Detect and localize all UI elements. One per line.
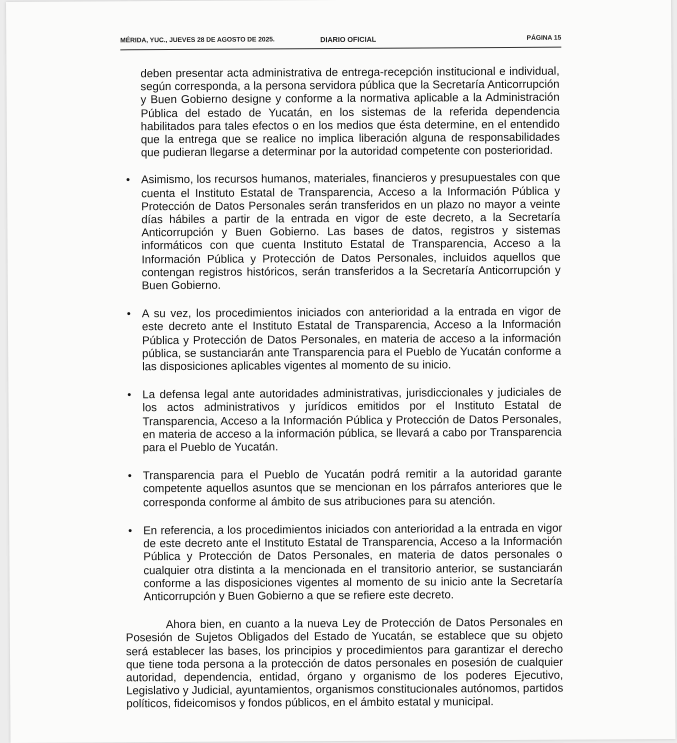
list-item-text: Asimismo, los recursos humanos, materiales, financieros y presupuestales con que cuenta el Instituto Estatal de Transparencia, Acceso a la Información Pública y Protección de Datos Personales serán transferidos en un plazo no mayor a veinte días hábiles a partir de la entrada en vigor de este decreto, a la Secretaría Anticorrupción y Buen Gobierno. Las bases de datos, registros y sistemas informáticos con que cuenta Instituto Estatal de Transparencia, Acceso a la Información Pública y Protección de Datos Personales, incluidos aquellos que contengan registros históricos, serán transferidos a la Secretaría Anticorrupción y Buen Gobierno. xyxy=(141,172,561,293)
list-item-text: A su vez, los procedimientos iniciados con anterioridad a la entrada en vigor de este decreto ante el Instituto Estatal de Transparencia, Acceso a la Información Pública y Protección de Datos Personales, en materia de acceso a la información pública, se sustanciarán ante Transparencia para el Pueblo de Yucatán conforme a las disposiciones aplicables vigentes al momento de su inicio. xyxy=(141,305,562,374)
bullet-icon: • xyxy=(128,525,133,538)
transitory-bullet-list xyxy=(123,172,563,604)
list-item xyxy=(125,523,562,605)
list-item xyxy=(125,468,562,510)
bullet-icon: • xyxy=(127,389,132,402)
closing-paragraph: Ahora bien, en cuanto a la nueva Ley de Protección de Datos Personales en Posesión de Sujetos Obligados del Estado de Yucatán, se establece que su objeto será establecer las bases, los principios y procedimientos para garantizar el derecho que tiene toda persona a la protección de datos personales en posesión de cualquier autoridad, dependencia, entidad, órgano y organismo de los poderes Ejecutivo, Legislativo y Judicial, ayuntamientos, organismos constitucionales autónomos, partidos políticos, fideicomisos y fondos públicos, en el ámbito estatal y municipal. xyxy=(125,616,564,711)
document-page xyxy=(6,0,676,743)
bullet-icon: • xyxy=(126,174,130,187)
list-item-text: Transparencia para el Pueblo de Yucatán podrá remitir a la autoridad garante competente aquellos asuntos que se mencionan en los párrafos anteriores que le corresponda conforme al ámbito de sus atribuciones para su atención. xyxy=(142,467,563,509)
list-item xyxy=(124,387,561,456)
header-publication-title: DIARIO OFICIAL xyxy=(320,34,377,45)
list-item xyxy=(124,306,561,375)
bullet-icon: • xyxy=(127,470,132,483)
intro-paragraph: deben presentar acta administrativa de entrega-recepción institucional e individual, según corresponda, a la persona servidora pública que la Secretaría Anticorrupción y Buen Gobierno designe y conforme a la normativa aplicable a la Administración Pública del estado de Yucatán, en los sistemas de la referida dependencia habilitados para tales efectos o en los medios que ésta determine, en el entendido que la entrega que se realice no implica liberación alguna de responsabilidades que pudieran llegarse a determinar por la autoridad competente con posterioridad. xyxy=(140,65,560,160)
list-item-text: La defensa legal ante autoridades administrativas, jurisdiccionales y judiciales de los actos administrativos y jurídicos emitidos por el Instituto Estatal de Transparencia, Acceso a la Información Pública y Protección de Datos Personales, en materia de acceso a la información pública, se llevará a cabo por Transparencia para el Pueblo de Yucatán. xyxy=(142,386,562,455)
document-body xyxy=(122,66,563,712)
list-item xyxy=(123,172,561,293)
header-page-number: PÁGINA 15 xyxy=(526,34,562,42)
bullet-icon: • xyxy=(126,308,131,321)
list-item-text: En referencia, a los procedimientos iniciados con anterioridad a la entrada en vigor de este decreto ante el Instituto Estatal de Transparencia, Acceso a la Información Pública y Protección de Datos Personales, en materia de datos personales o cualquier otra distinta a la mencionada en el transitorio anterior, se sustanciarán conforme a las disposiciones vigentes al momento de su inicio ante la Secretaría Anticorrupción y Buen Gobierno a que se refiere este decreto. xyxy=(143,522,563,604)
header-place-date: MÉRIDA, YUC., JUEVES 28 DE AGOSTO DE 2025. xyxy=(120,36,275,45)
